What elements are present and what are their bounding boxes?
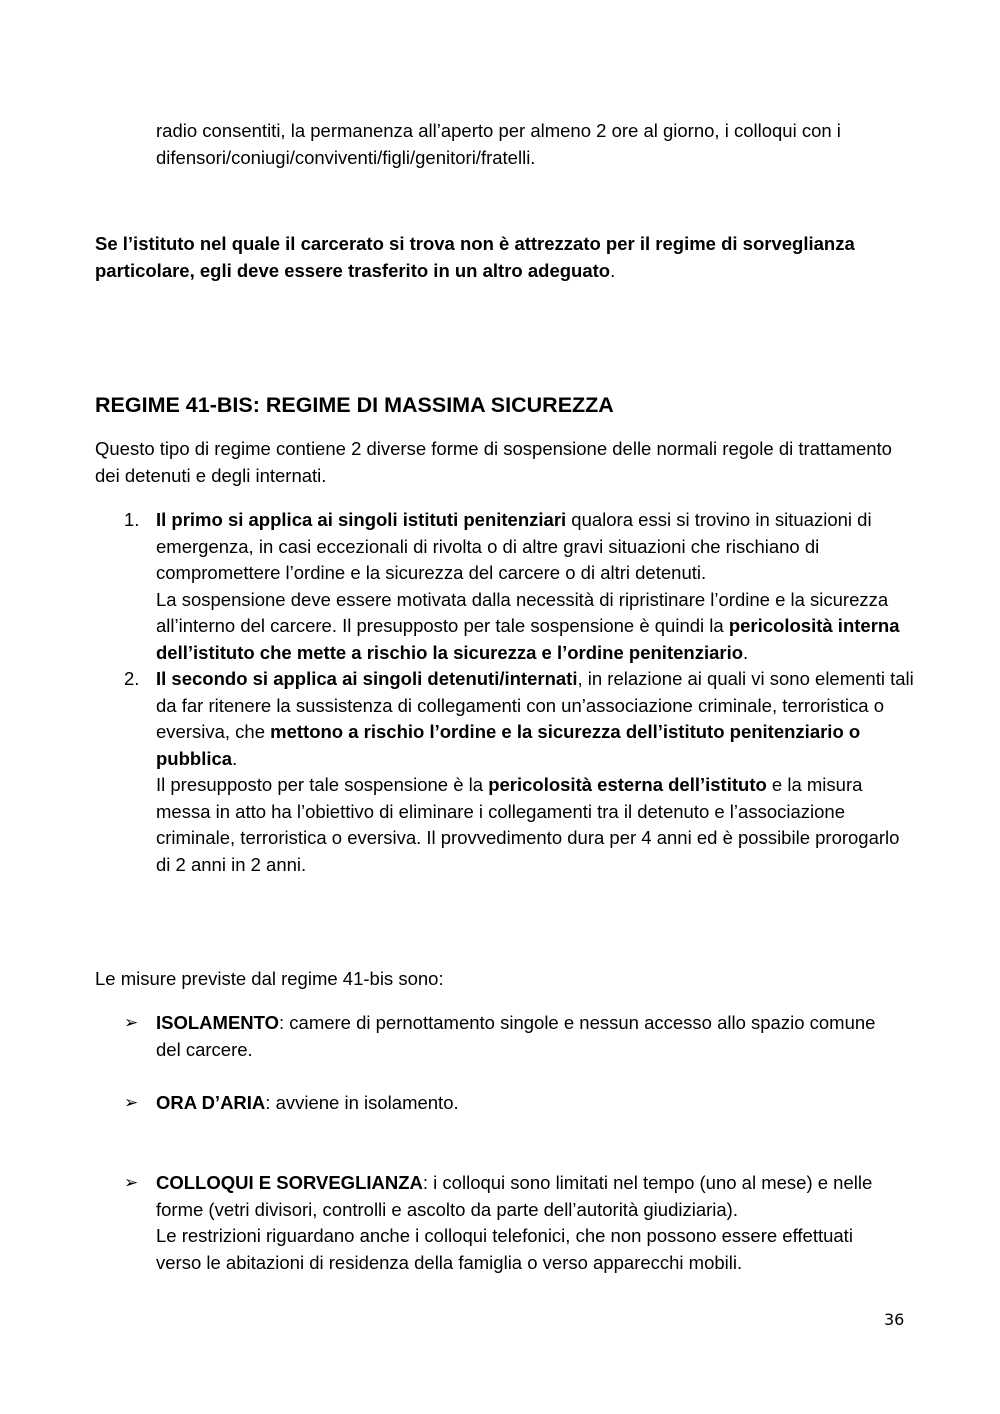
list-item-text: . [232,747,238,769]
list-item-bold: pericolosità interna dell’istituto che mette a rischio la sicurezza e l’ordine penitenziario [156,615,900,663]
arrow-bullet-icon: ➢ [124,1173,139,1192]
list-item [0,507,916,666]
bullet-desc: : avviene in isolamento. [265,1092,459,1113]
list-item-bold: pericolosità esterna dell’istituto [488,774,767,795]
continuation-paragraph [156,118,926,171]
list-item-text: Il presupposto per tale sospensione è la [156,774,489,795]
list-item-text: La sospensione deve essere motivata dalla necessità di ripristinare l’ordine e la sicurezza all’interno del carcere. Il presupposto per tale sospensione è quindi la [156,588,889,636]
list-item-para-1 [156,507,916,587]
bullet-term: ORA D’ARIA [156,1092,266,1113]
bullet-text [156,1090,901,1117]
list-number: 1. [124,509,140,530]
bullet-term: COLLOQUI E SORVEGLIANZA [156,1172,423,1193]
bullet-desc: : i colloqui sono limitati nel tempo (uno al mese) e nelle forme (vetri divisori, controlli e ascolto da parte dell’autorità giudiziaria). [156,1172,873,1220]
transfer-text: Se l’istituto nel quale il carcerato si trova non è attrezzato per il regime di sorveglianza particolare, egli deve essere trasferito in un altro adeguato [95,233,855,281]
list-item-text: . [743,641,749,663]
bullet-item-colloqui [0,1170,1000,1276]
page-number: 36 [884,1310,905,1329]
numbered-list [0,507,1000,878]
list-item-text: , in relazione ai quali vi sono elementi tali da far ritenere la sussistenza di collegamenti con un’associazione criminale, terroristica o eversiva, che [156,668,914,742]
list-number: 2. [124,668,140,689]
section-intro: Questo tipo di regime contiene 2 diverse forme di sospensione delle normali regole di trattamento dei detenuti e degli internati. [95,438,892,486]
list-item-para-2 [156,772,916,878]
bullet-item-ora-daria [0,1090,1000,1117]
continuation-line-1: radio consentiti, la permanenza all’aperto per almeno 2 ore al giorno, i colloqui con i [156,120,841,141]
bullet-text [156,1170,901,1223]
arrow-bullet-icon: ➢ [124,1013,139,1032]
list-item-bold: Il primo si applica ai singoli istituti penitenziari [156,509,567,530]
bullet-desc: : camere di pernottamento singole e nessun accesso allo spazio comune del carcere. [156,1012,876,1060]
list-item-bold: mettono a rischio l’ordine e la sicurezza dell’istituto penitenziario o pubblica [156,721,861,769]
bullet-text-2: Le restrizioni riguardano anche i colloqui telefonici, che non possono essere effettuati verso le abitazioni di residenza della famiglia o verso apparecchi mobili. [156,1225,853,1273]
bullet-item-isolamento [0,1010,1000,1063]
list-item-para-1 [156,666,916,772]
transfer-paragraph [95,231,895,284]
bullet-text [156,1010,901,1063]
list-item [0,666,916,878]
section-heading: REGIME 41-BIS: REGIME DI MASSIMA SICUREZZA [95,393,614,417]
continuation-line-2: difensori/coniugi/conviventi/figli/genitori/fratelli. [156,146,536,168]
measures-intro: Le misure previste dal regime 41-bis sono: [95,968,444,989]
list-item-para-2 [156,587,916,667]
list-item-bold: Il secondo si applica ai singoli detenuti/internati [156,668,578,689]
arrow-bullet-icon: ➢ [124,1093,139,1112]
bullet-term: ISOLAMENTO [156,1012,279,1033]
transfer-tail: . [610,259,616,281]
list-item-text: e la misura messa in atto ha l’obiettivo di eliminare i collegamenti tra il detenuto e l’associazione criminale, terroristica o eversiva. Il provvedimento dura per 4 anni ed è possibile prorogarlo di 2 anni in 2 anni. [156,774,900,875]
list-item-text: qualora essi si trovino in situazioni di emergenza, in casi eccezionali di rivolta o di altre gravi situazioni che rischiano di compromettere l’ordine e la sicurezza del carcere o di altri detenuti. [156,509,872,583]
